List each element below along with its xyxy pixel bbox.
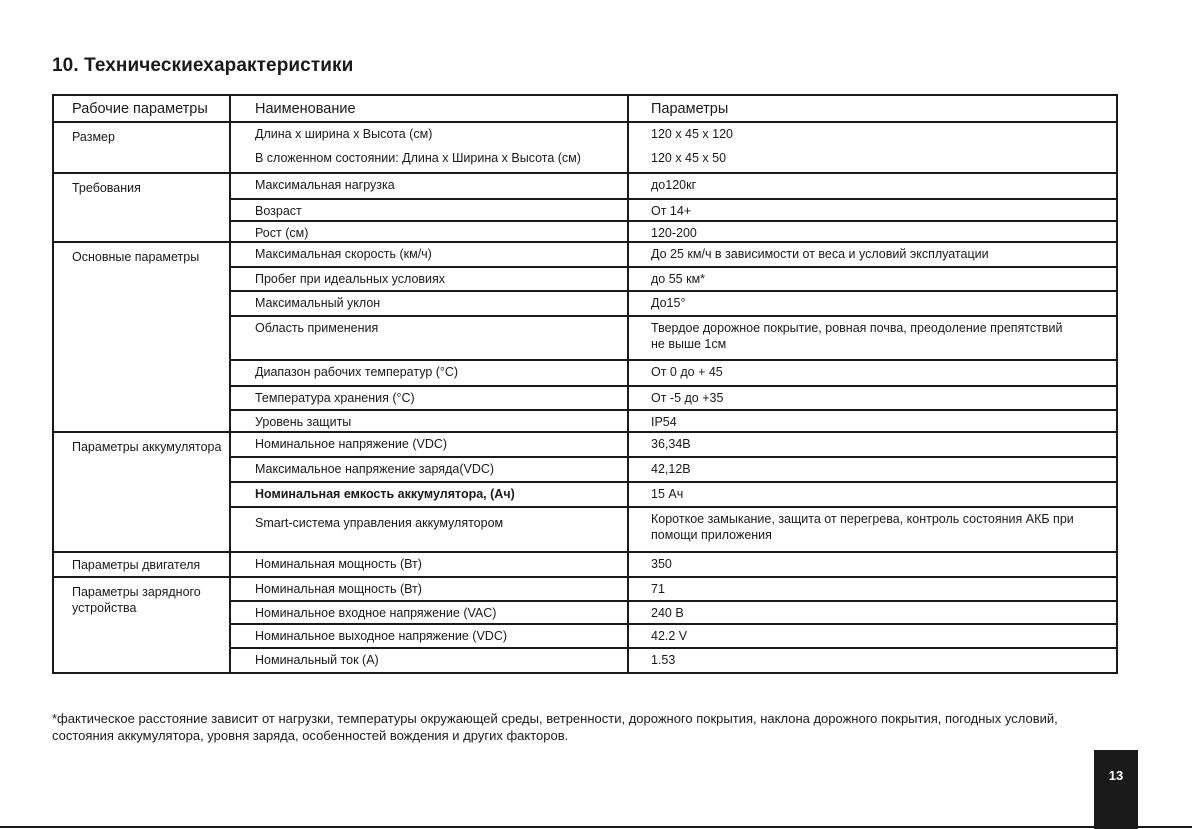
param-value: до 55 км* xyxy=(628,267,1117,291)
param-value: 120 х 45 х 120 xyxy=(628,122,1117,147)
param-value: Твердое дорожное покрытие, ровная почва, преодоление препятствий не выше 1см xyxy=(628,316,1117,360)
param-name: Smart-система управления аккумулятором xyxy=(230,507,628,552)
param-value: От 14+ xyxy=(628,199,1117,221)
param-name: Температура хранения (°С) xyxy=(230,386,628,410)
param-name: Номинальное выходное напряжение (VDC) xyxy=(230,624,628,648)
specs-table xyxy=(52,94,1118,674)
category-cell: Размер xyxy=(53,122,230,173)
category-cell: Параметры зарядного устройства xyxy=(53,577,230,673)
param-value: От 0 до + 45 xyxy=(628,360,1117,386)
category-cell: Основные параметры xyxy=(53,242,230,432)
bottom-rule xyxy=(0,826,1192,828)
param-value: 120-200 xyxy=(628,221,1117,242)
param-name: Максимальное напряжение заряда(VDC) xyxy=(230,457,628,482)
param-name: Возраст xyxy=(230,199,628,221)
param-value: До 25 км/ч в зависимости от веса и условий эксплуатации xyxy=(628,242,1117,267)
footnote: *фактическое расстояние зависит от нагрузки, температуры окружающей среды, ветренности, дорожного покрытия, наклона дорожного покрытия, погодных условий, состояния аккумулятора, уровня заряда, особенностей вождения и других факторов. xyxy=(52,711,1058,743)
category-cell: Требования xyxy=(53,173,230,242)
header-category: Рабочие параметры xyxy=(53,95,230,122)
param-name: Номинальная мощность (Вт) xyxy=(230,552,628,577)
param-name: Максимальная нагрузка xyxy=(230,173,628,199)
param-value: 42,12В xyxy=(628,457,1117,482)
param-value: 42.2 V xyxy=(628,624,1117,648)
header-name: Наименование xyxy=(230,95,628,122)
category-cell: Параметры двигателя xyxy=(53,552,230,577)
param-value: 36,34В xyxy=(628,432,1117,457)
param-name: Номинальная мощность (Вт) xyxy=(230,577,628,601)
param-name: Номинальное входное напряжение (VAC) xyxy=(230,601,628,624)
param-name: Рост (см) xyxy=(230,221,628,242)
param-value: 240 В xyxy=(628,601,1117,624)
table-row xyxy=(53,432,1117,457)
param-name: Номинальное напряжение (VDC) xyxy=(230,432,628,457)
param-name: Номинальный ток (A) xyxy=(230,648,628,673)
table-row xyxy=(53,577,1117,601)
page-title: 10. Техническиехарактеристики xyxy=(52,55,354,76)
table-row xyxy=(53,552,1117,577)
table-row xyxy=(53,173,1117,199)
param-value: до120кг xyxy=(628,173,1117,199)
param-value: 120 х 45 х 50 xyxy=(628,147,1117,173)
param-name: Уровень защиты xyxy=(230,410,628,432)
param-name: Номинальная емкость аккумулятора, (Ач) xyxy=(230,482,628,507)
table-row xyxy=(53,242,1117,267)
param-name: Область применения xyxy=(230,316,628,360)
param-value: IP54 xyxy=(628,410,1117,432)
param-name: Диапазон рабочих температур (°С) xyxy=(230,360,628,386)
param-value: До15° xyxy=(628,291,1117,316)
param-value: 1.53 xyxy=(628,648,1117,673)
param-name: Пробег при идеальных условиях xyxy=(230,267,628,291)
table-row xyxy=(53,122,1117,147)
param-name: В сложенном состоянии: Длина х Ширина х Высота (см) xyxy=(230,147,628,173)
page-number: 13 xyxy=(1094,750,1138,829)
param-value: 15 Ач xyxy=(628,482,1117,507)
table-header-row xyxy=(53,95,1117,122)
header-value: Параметры xyxy=(628,95,1117,122)
param-value: 71 xyxy=(628,577,1117,601)
param-name: Максимальный уклон xyxy=(230,291,628,316)
param-name: Максимальная скорость (км/ч) xyxy=(230,242,628,267)
category-cell: Параметры аккумулятора xyxy=(53,432,230,552)
param-name: Длина х ширина х Высота (см) xyxy=(230,122,628,147)
param-value: Короткое замыкание, защита от перегрева, контроль состояния АКБ при помощи приложения xyxy=(628,507,1117,552)
param-value: 350 xyxy=(628,552,1117,577)
param-value: От -5 до +35 xyxy=(628,386,1117,410)
